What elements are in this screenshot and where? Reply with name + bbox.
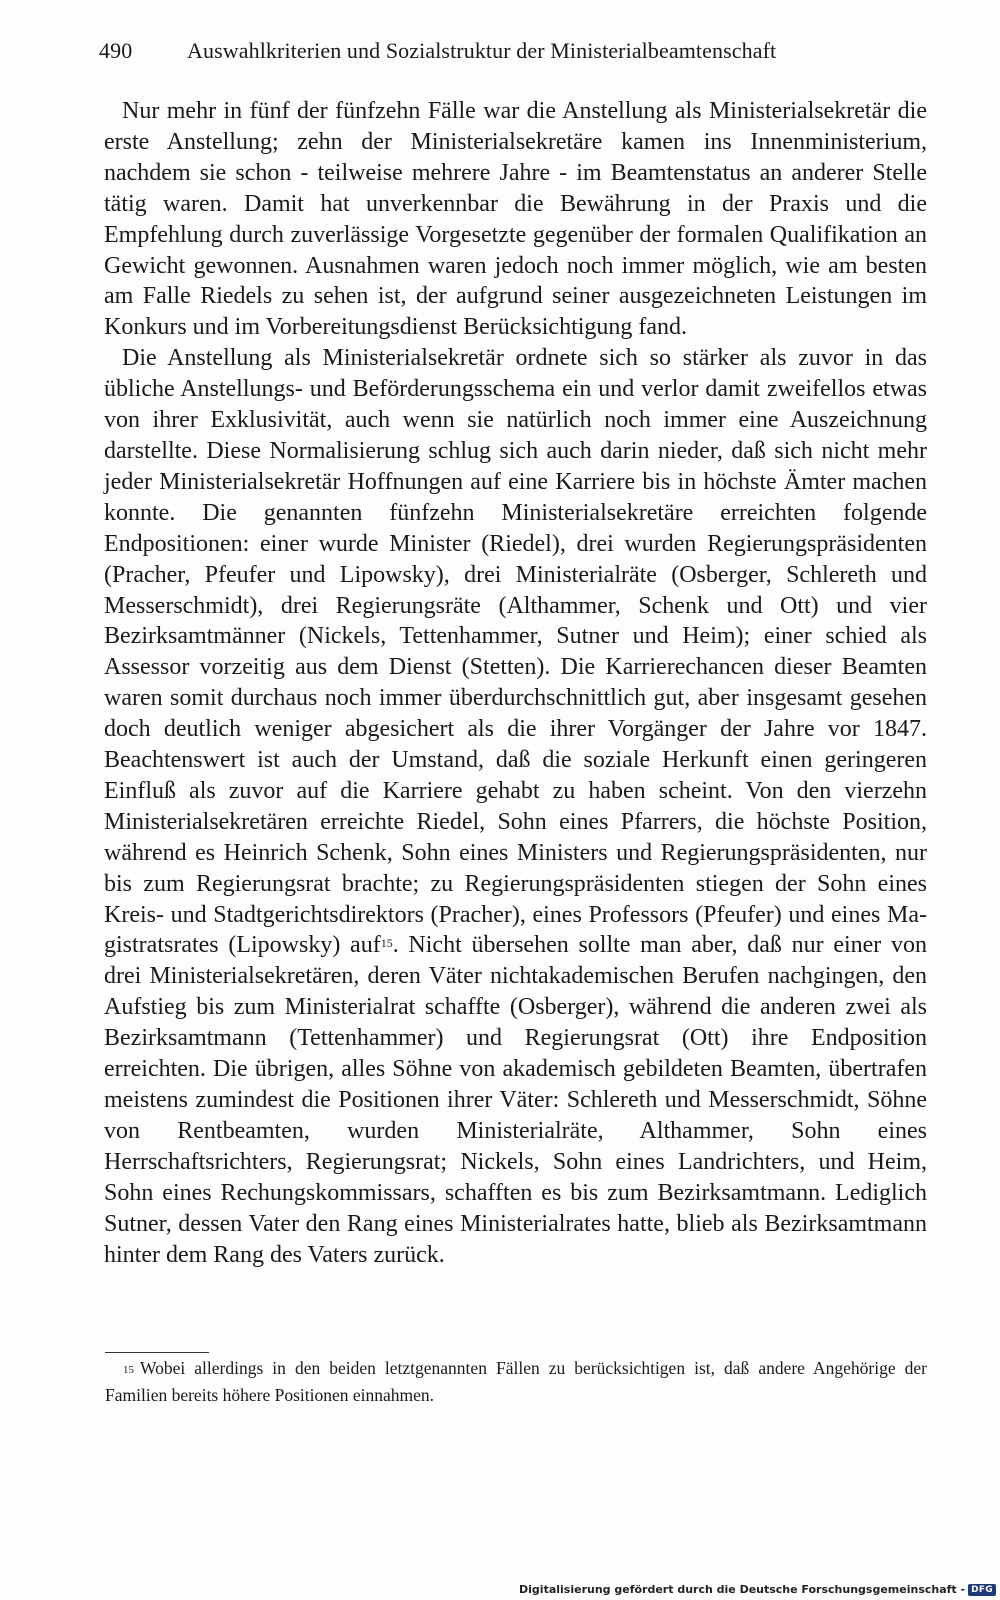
footnote (105, 1355, 927, 1409)
paragraph-text: Die Anstellung als Ministerialsekretär ordnete sich so stärker als zuvor in das übliche Anstellungs- und Beförderungsschema ein und verlor damit zweifellos etwas von ihrer Exklusivität, auch wenn sie natürlich noch immer eine Auszeichnung darstellte. Diese Normalisierung schlug sich auch darin nieder, daß sich nicht mehr jeder Ministerialsekretär Hoffnungen auf eine Karriere bis in höchste Ämter machen konnte. Die genannten fünfzehn Ministerialsekretäre erreichten folgende Endpositionen: einer wurde Minister (Riedel), drei wurden Regierungspräsidenten (Pracher, Pfeufer und Lipowsky), drei Ministerialräte (Osberger, Schlereth und Messerschmidt), drei Regierungsräte (Althammer, Schenk und Ott) und vier Bezirksamtmänner (Nickels, Tettenhammer, Sutner und Heim); einer schied als Assessor vorzeitig aus dem Dienst (Stetten). Die Karrierechancen dieser Beamten waren somit durchaus noch immer überdurchschnittlich gut, aber insgesamt gesehen doch deutlich weniger abgesichert als die ihrer Vorgänger der Jahre vor 1847. Beachtenswert ist auch der Umstand, daß die soziale Herkunft einen geringeren Einfluß als zuvor auf die Karriere gehabt zu haben scheint. Von den vierzehn Ministerialsekretären erreichte Riedel, Sohn eines Pfarrers, die höchste Position, während es Heinrich Schenk, Sohn eines Ministers und Regierungspräsidenten, nur bis zum Regierungsrat brachte; zu Regierungspräsidenten stiegen der Sohn eines Kreis- und Stadtgerichtsdirektors (Pracher), eines Professors (Pfeufer) und eines Magistratsrates (Lipowsky) auf (104, 345, 927, 959)
page-number: 490 (99, 38, 133, 63)
digitization-credit (519, 1583, 996, 1596)
footnote-text: Wobei allerdings in den beiden letztgenannten Fällen zu berücksichtigen ist, daß andere Angehörige der Familien bereits höhere Positionen einnahmen. (105, 1358, 927, 1405)
paragraph-text: . Nicht übersehen sollte man aber, daß nur einer von drei Ministerialsekretären, deren Väter nichtakademischen Berufen nachgingen, den Aufstieg bis zum Ministerialrat schaffte (Osberger), während die anderen zwei als Bezirksamtmann (Tettenhammer) und Regierungsrat (Ott) ihre Endposition erreichten. Die übrigen, alles Söhne von akademisch gebildeten Beamten, übertrafen meistens zumindest die Positionen ihrer Väter: Schlereth und Messerschmidt, Söhne von Rentbeamten, wurden Ministerialräte, Althammer, Sohn eines Herrschaftsrichters, Regierungsrat; Nickels, Sohn eines Landrichters, und Heim, Sohn eines Rechungskommissars, schafften es bis zum Bezirksamtmann. Lediglich Sutner, dessen Vater den Rang eines Ministerialrates hatte, blieb als Bezirksamtmann hinter dem Rang des Vaters zurück. (104, 932, 928, 1268)
body-text (104, 96, 927, 1270)
paragraph (104, 343, 927, 1270)
paragraph (104, 96, 927, 343)
footnote-reference[interactable]: 15 (380, 936, 393, 951)
running-title: Auswahlkriterien und Sozialstruktur der Ministerialbeamtenschaft (187, 38, 777, 63)
footnote-number: 15 (123, 1364, 134, 1376)
running-header (99, 38, 929, 64)
footnote-divider (105, 1352, 209, 1353)
dfg-logo-icon: DFG (968, 1584, 996, 1596)
paragraph-text: Nur mehr in fünf der fünfzehn Fälle war die Anstellung als Ministerialsekretär die erste Anstellung; zehn der Ministerialsekretäre kamen ins Innenministerium, nachdem sie schon - teilweise mehrere Jahre - im Beamtenstatus an anderer Stelle tätig waren. Damit hat unverkennbar die Bewährung in der Praxis und die Empfehlung durch zuverlässige Vorgesetzte gegenüber der formalen Qualifikation an Gewicht gewonnen. Ausnahmen waren jedoch noch immer möglich, wie am besten am Falle Riedels zu sehen ist, der aufgrund seiner ausgezeichneten Leistungen im Konkurs und im Vorbereitungsdienst Berücksichtigung fand. (104, 98, 927, 341)
credit-text: Digitalisierung gefördert durch die Deutsche Forschungsgemeinschaft - (519, 1583, 966, 1596)
